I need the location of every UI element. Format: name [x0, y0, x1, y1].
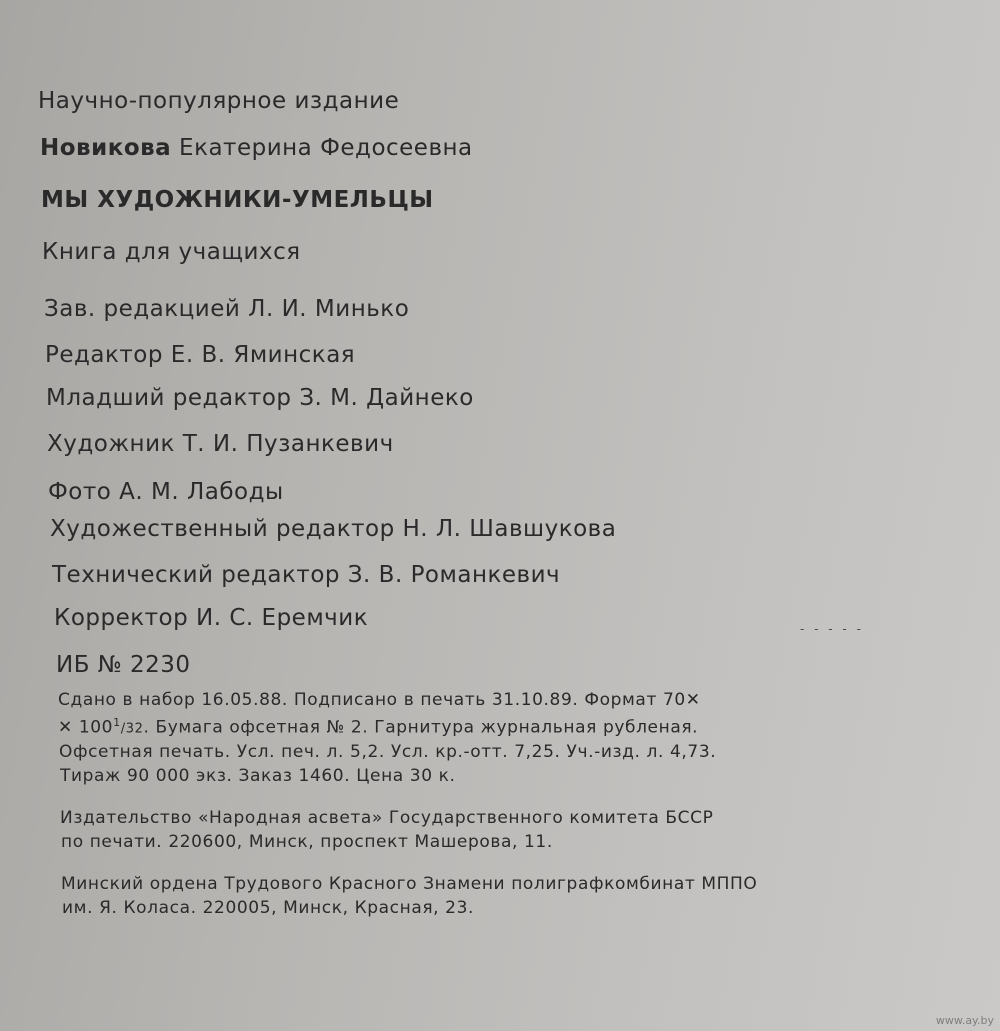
format-fraction: /32: [120, 721, 144, 737]
author-surname: Новикова: [40, 135, 172, 161]
author-line: [40, 135, 473, 161]
publisher-line: по печати. 220600, Минск, проспект Машерова, 11.: [61, 832, 553, 852]
print-details-line: [58, 716, 698, 738]
ib-number: ИБ № 2230: [56, 652, 191, 678]
credit-line: Младший редактор З. М. Дайнеко: [46, 385, 474, 411]
printer-line: Минский ордена Трудового Красного Знамени полиграфкомбинат МППО: [61, 874, 758, 894]
format-prefix: ✕ 100: [58, 717, 114, 738]
format-rest: . Бумага офсетная № 2. Гарнитура журнальная рубленая.: [143, 717, 699, 738]
print-details-line: Сдано в набор 16.05.88. Подписано в печать 31.10.89. Формат 70✕: [58, 690, 701, 710]
watermark: www.ay.by: [935, 1014, 994, 1027]
publisher-line: Издательство «Народная асвета» Государственного комитета БССР: [60, 808, 714, 828]
edition-type: Научно-популярное издание: [38, 88, 400, 114]
book-title: МЫ ХУДОЖНИКИ-УМЕЛЬЦЫ: [41, 187, 434, 213]
print-details-line: Тираж 90 000 экз. Заказ 1460. Цена 30 к.: [60, 766, 456, 786]
format-superscript: 1: [113, 716, 121, 729]
credit-line: Фото А. М. Лабоды: [48, 479, 284, 505]
credit-line: Художник Т. И. Пузанкевич: [47, 431, 394, 457]
edge-marks: - - - - -: [800, 622, 864, 636]
credit-line: Корректор И. С. Еремчик: [54, 605, 369, 631]
author-name: Екатерина Федосеевна: [179, 135, 473, 161]
credit-line: Технический редактор З. В. Романкевич: [52, 562, 561, 588]
printer-line: им. Я. Коласа. 220005, Минск, Красная, 23.: [62, 898, 475, 918]
print-details-line: Офсетная печать. Усл. печ. л. 5,2. Усл. кр.-отт. 7,25. Уч.-изд. л. 4,73.: [59, 742, 717, 762]
credit-line: Художественный редактор Н. Л. Шавшукова: [50, 516, 617, 542]
credit-line: Редактор Е. В. Яминская: [45, 342, 356, 368]
book-subtitle: Книга для учащихся: [42, 239, 301, 265]
credit-line: Зав. редакцией Л. И. Минько: [44, 296, 410, 322]
